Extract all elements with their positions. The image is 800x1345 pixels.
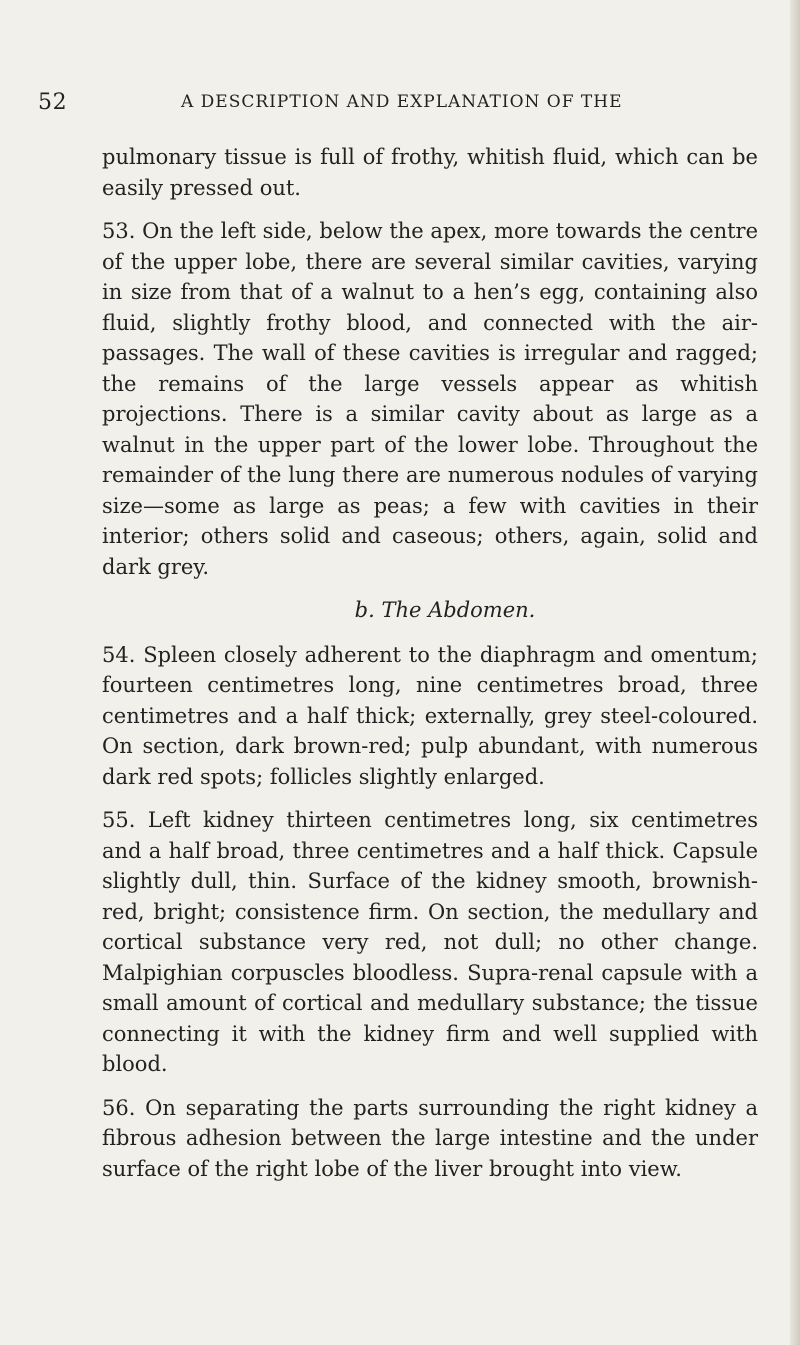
paragraph-56: 56. On separating the parts surrounding the right kidney a fibrous adhesion between the large intestine and the under surface of the right lobe of the liver brought into view. bbox=[102, 1095, 758, 1181]
page-number: 52 bbox=[38, 90, 68, 115]
paragraph-55: 55. Left kidney thirteen centimetres long, six centimetres and a half broad, three centimetres and a half thick. Capsule slightly dull, thin. Surface of the kidney smooth, brownish-red, bright; consistence firm. On section, the medullary and cortical substance very red, not dull; no other change. Malpighian corpuscles bloodless. Supra-renal capsule with a small amount of cortical and medullary substance; the tissue connecting it with the kidney firm and well supplied with blood. bbox=[102, 808, 758, 1076]
page-header bbox=[38, 90, 758, 120]
page-edge-shadow bbox=[790, 0, 800, 1345]
body-text bbox=[102, 142, 758, 1197]
paragraph-53: 53. On the left side, below the apex, more towards the centre of the upper lobe, there are several similar cavities, varying in size from that of a walnut to a hen’s egg, containing also fluid, slightly frothy blood, and connected with the air-passages. The wall of these cavities is irregular and ragged; the remains of the large vessels appear as whitish projections. There is a similar cavity about as large as a walnut in the upper part of the lower lobe. Throughout the remainder of the lung there are numerous nodules of varying size—some as large as peas; a few with cavities in their interior; others solid and caseous; others, again, solid and dark grey. bbox=[102, 219, 758, 579]
paragraph-54: 54. Spleen closely adherent to the diaphragm and omentum; fourteen centimetres long, nine centimetres broad, three centimetres and a half thick; externally, grey steel-coloured. On section, dark brown-red; pulp abundant, with numerous dark red spots; follicles slightly enlarged. bbox=[102, 642, 758, 789]
section-heading: b. The Abdomen. bbox=[354, 598, 536, 622]
paragraph-continuation: pulmonary tissue is full of frothy, whitish fluid, which can be easily pressed out. bbox=[102, 145, 758, 200]
running-head: A DESCRIPTION AND EXPLANATION OF THE bbox=[181, 92, 623, 112]
